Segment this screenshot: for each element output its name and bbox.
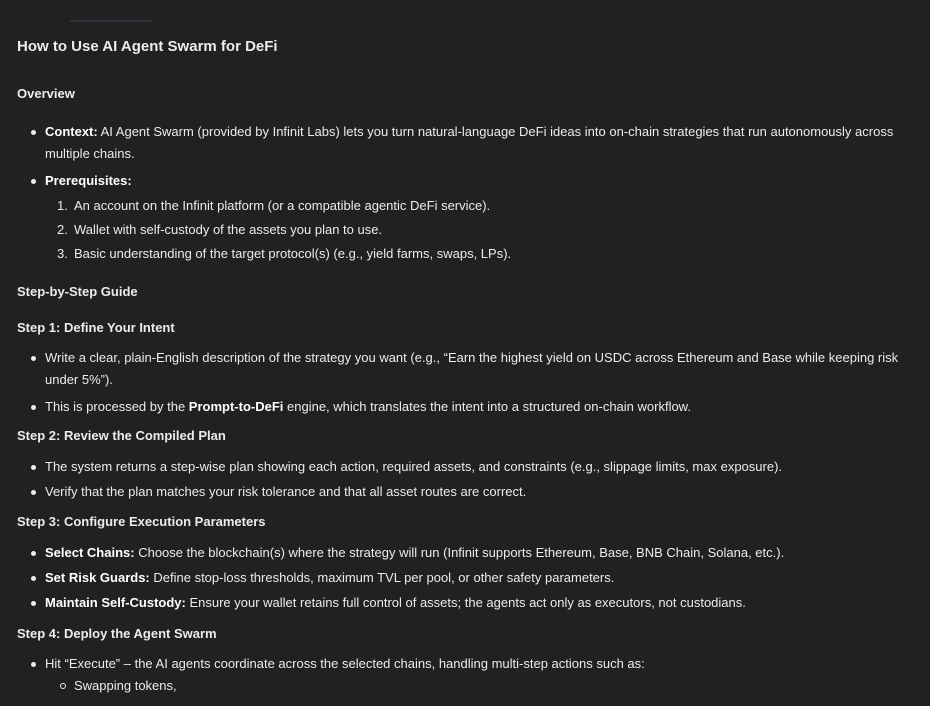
list-item: The system returns a step-wise plan showing each action, required assets, and constraints (e.g., slippage limits, max exposure). [17,456,907,478]
list-item: Write a clear, plain-English description of the strategy you want (e.g., “Earn the highest yield on USDC across Ethereum and Base while keeping risk under 5%”). [17,347,907,391]
context-label: Context: [45,124,98,139]
list-item-prerequisites [17,170,907,266]
step1-heading: Step 1: Define Your Intent [17,320,175,335]
step2-heading: Step 2: Review the Compiled Plan [17,428,226,443]
prereq-label: Prerequisites: [45,173,132,188]
step4-heading: Step 4: Deploy the Agent Swarm [17,626,217,641]
list-item-context [17,121,907,165]
prompt-to-defi-label: Prompt-to-DeFi [188,399,284,414]
list-item-risk-guards: Set Risk Guards: Define stop-loss thresholds, maximum TVL per pool, or other safety parameters. [17,567,907,589]
prereq-item: 2. Wallet with self-custody of the assets you plan to use. [57,222,383,237]
list-item: This is processed by the Prompt-to-DeFi engine, which translates the intent into a structured on-chain workflow. [17,396,907,418]
overview-heading: Overview [17,86,75,101]
prereq-list [17,194,907,266]
prereq-item: 3. Basic understanding of the target protocol(s) (e.g., yield farms, swaps, LPs). [57,246,512,261]
step1-list [17,347,907,418]
overview-list [17,121,907,266]
step3-heading: Step 3: Configure Execution Parameters [17,514,266,529]
list-item-self-custody: Maintain Self-Custody: Ensure your wallet retains full control of assets; the agents act only as executors, not custodians. [17,592,907,614]
top-scroll-indicator [70,20,152,22]
list-item-select-chains: Select Chains: Choose the blockchain(s) where the strategy will run (Infinit supports Ethereum, Base, BNB Chain, Solana, etc.). [17,542,907,564]
step3-list [17,542,907,614]
list-item: Hit “Execute” – the AI agents coordinate across the selected chains, handling multi-step actions such as: [17,653,907,675]
step4-list [17,653,907,697]
context-text: AI Agent Swarm (provided by Infinit Labs) lets you turn natural-language DeFi ideas into on-chain strategies that run autonomously across multiple chains. [45,124,894,161]
list-item: Verify that the plan matches your risk tolerance and that all asset routes are correct. [17,481,907,503]
prereq-item: 1. An account on the Infinit platform (or a compatible agentic DeFi service). [57,198,491,213]
guide-heading: Step-by-Step Guide [17,284,138,299]
step2-list [17,456,907,503]
sub-list-item: Swapping tokens, [17,675,907,697]
page-title: How to Use AI Agent Swarm for DeFi [17,38,278,55]
